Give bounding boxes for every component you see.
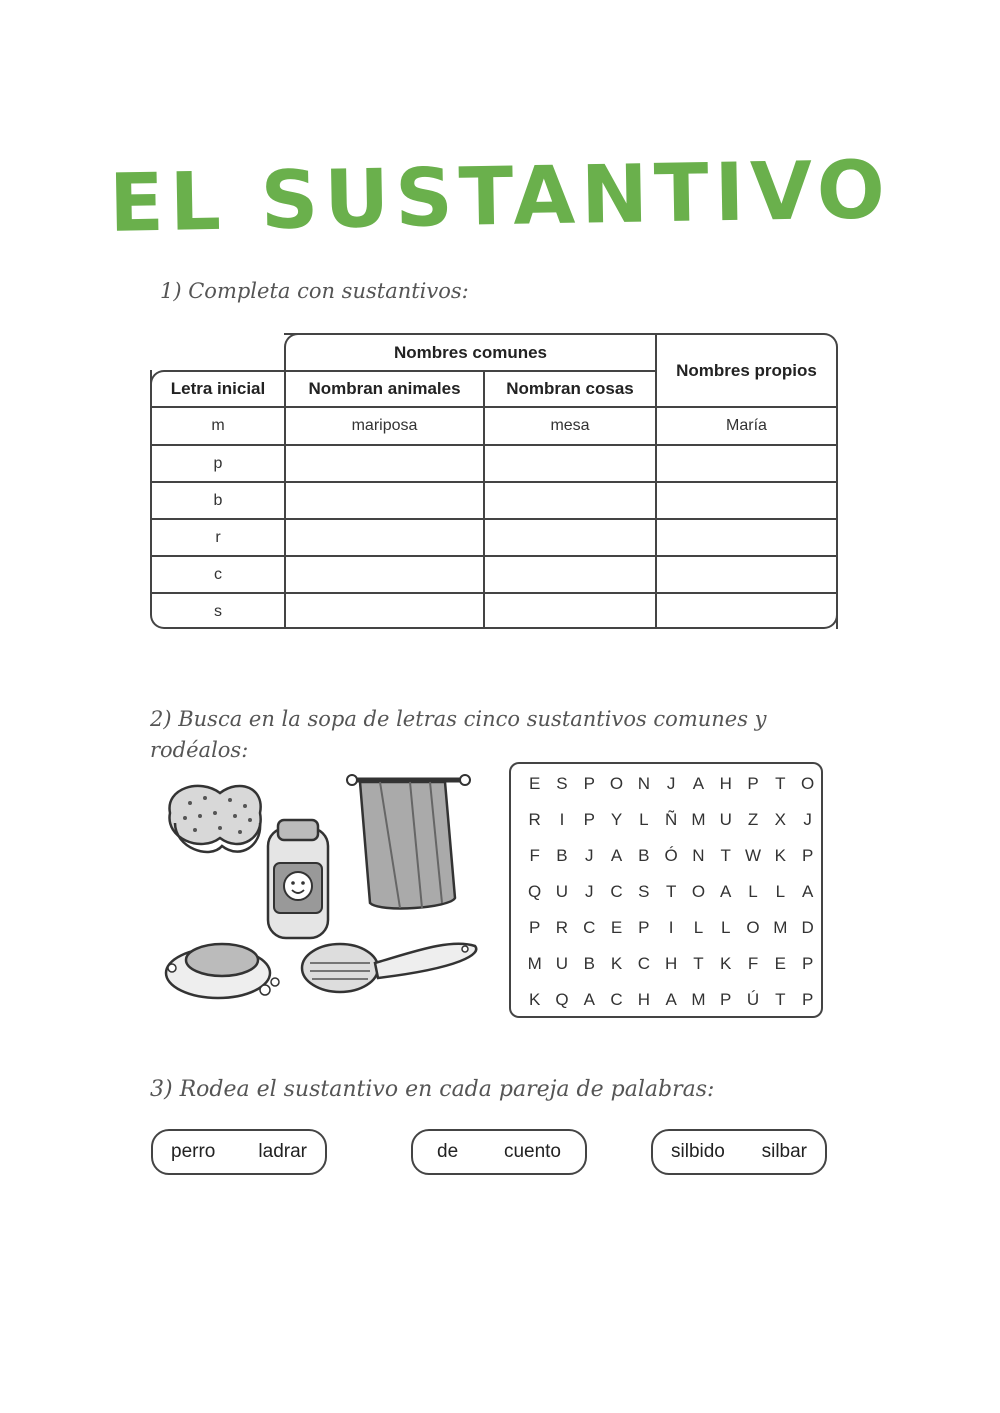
word-search-letter[interactable]: P: [583, 810, 595, 829]
table-answer-cell[interactable]: [286, 483, 483, 518]
word-search-letter[interactable]: E: [528, 774, 541, 793]
word-search-letter[interactable]: K: [610, 954, 623, 973]
shampoo-icon: [268, 820, 328, 938]
table-letter-cell: m: [211, 416, 225, 434]
word-search-letter[interactable]: J: [584, 882, 594, 901]
header-letra-inicial: Letra inicial: [170, 379, 266, 398]
word-search-letter[interactable]: P: [638, 918, 650, 937]
word-search-row: [521, 766, 821, 802]
table-answer-cell[interactable]: [485, 520, 655, 555]
word-search-letter[interactable]: C: [637, 954, 650, 973]
header-nombran-animales: Nombran animales: [308, 379, 461, 398]
word-search-letter[interactable]: C: [583, 918, 596, 937]
word-search-letter[interactable]: L: [775, 882, 786, 901]
word-pair-1[interactable]: [151, 1129, 327, 1175]
word-search-letter[interactable]: P: [747, 774, 759, 793]
word-search-letter[interactable]: R: [528, 810, 541, 829]
word-search-letter[interactable]: A: [665, 990, 677, 1009]
table-answer-cell[interactable]: mesa: [550, 416, 590, 434]
word-search-letter[interactable]: J: [584, 846, 594, 865]
word-search-letter[interactable]: P: [801, 846, 814, 865]
word-search-row: [521, 874, 821, 910]
word-search-letter[interactable]: H: [637, 990, 650, 1009]
header-nombres-comunes: Nombres comunes: [393, 342, 548, 362]
table-answer-cell[interactable]: [485, 557, 655, 592]
word-search-letter[interactable]: A: [583, 990, 595, 1009]
word-search-letter[interactable]: A: [610, 846, 623, 865]
table-answer-cell[interactable]: mariposa: [351, 416, 418, 434]
pair-word[interactable]: silbido: [671, 1141, 725, 1162]
instruction-2: 2) Busca en la sopa de letras cinco sustantivos comunes y rodéalos:: [150, 707, 767, 762]
word-search-letter[interactable]: N: [692, 846, 705, 865]
word-search-letter[interactable]: M: [527, 954, 542, 973]
word-search-letter[interactable]: P: [528, 918, 541, 937]
word-search-letter[interactable]: T: [775, 990, 786, 1009]
word-search-letter[interactable]: P: [720, 990, 732, 1009]
pair-word[interactable]: cuento: [503, 1141, 561, 1162]
word-search-letter[interactable]: P: [801, 954, 814, 973]
word-search-letter[interactable]: H: [664, 954, 678, 973]
word-pair-3[interactable]: [651, 1129, 827, 1175]
word-search-letter[interactable]: N: [637, 774, 650, 793]
word-search-letter[interactable]: O: [691, 882, 706, 901]
word-search-row: [521, 982, 821, 1018]
word-search-letter[interactable]: K: [528, 990, 541, 1009]
word-search-letter[interactable]: W: [745, 846, 762, 865]
pair-word[interactable]: de: [437, 1141, 459, 1162]
page-title: EL SUSTANTIVO: [108, 143, 892, 250]
word-search-letter[interactable]: U: [719, 810, 732, 829]
word-search-letter[interactable]: I: [668, 918, 674, 937]
word-search-letter[interactable]: B: [556, 846, 568, 865]
word-search-letter[interactable]: R: [555, 918, 569, 937]
word-search-letter[interactable]: Q: [528, 882, 542, 901]
word-search-letter[interactable]: O: [609, 774, 624, 793]
pair-word[interactable]: ladrar: [258, 1141, 307, 1162]
towel-icon: [347, 775, 470, 908]
table-answer-cell[interactable]: [657, 520, 836, 555]
table-letter-cell: c: [214, 565, 222, 583]
table-answer-cell[interactable]: [286, 557, 483, 592]
word-search-letter[interactable]: Ó: [664, 846, 678, 865]
word-search-letter[interactable]: T: [693, 954, 704, 973]
word-search-letter[interactable]: M: [773, 918, 788, 937]
word-search-letter[interactable]: A: [720, 882, 732, 901]
word-search-letter[interactable]: S: [556, 774, 568, 793]
table-answer-cell[interactable]: [485, 594, 655, 629]
word-search-letter[interactable]: J: [803, 810, 812, 829]
table-answer-cell[interactable]: [286, 446, 483, 481]
word-search-letter[interactable]: I: [559, 810, 565, 829]
word-search-letter[interactable]: O: [801, 774, 815, 793]
table-answer-cell[interactable]: [657, 483, 836, 518]
word-search-letter[interactable]: H: [719, 774, 732, 793]
word-search-grid: [509, 762, 823, 1018]
word-search-row: [521, 802, 821, 838]
table-answer-cell[interactable]: María: [726, 416, 767, 434]
word-search-letter[interactable]: Ñ: [664, 810, 678, 829]
word-search-row: [521, 838, 821, 874]
nouns-table: [150, 333, 838, 629]
word-search-letter[interactable]: P: [583, 774, 595, 793]
table-answer-cell[interactable]: [286, 594, 483, 629]
table-letter-cell: s: [214, 602, 222, 620]
word-search-letter[interactable]: M: [691, 810, 706, 829]
word-search-letter[interactable]: F: [747, 954, 759, 973]
word-search-letter[interactable]: L: [639, 810, 649, 829]
word-search-letter[interactable]: U: [555, 954, 569, 973]
word-search-letter[interactable]: Y: [610, 810, 623, 829]
word-search-letter[interactable]: P: [801, 990, 814, 1009]
word-search-letter[interactable]: D: [801, 918, 814, 937]
word-search-letter[interactable]: L: [720, 918, 731, 937]
word-search-letter[interactable]: J: [666, 774, 676, 793]
word-search-letter[interactable]: E: [610, 918, 623, 937]
table-letter-cell: b: [213, 491, 223, 509]
word-search-letter[interactable]: Q: [555, 990, 569, 1009]
word-search-letter[interactable]: L: [748, 882, 758, 901]
word-search-letter[interactable]: M: [691, 990, 706, 1009]
word-search-letter[interactable]: A: [692, 774, 705, 793]
word-search-letter[interactable]: A: [801, 882, 814, 901]
header-nombres-propios: Nombres propios: [676, 360, 817, 380]
word-search-letter[interactable]: K: [774, 846, 786, 865]
word-search-letter[interactable]: U: [555, 882, 569, 901]
word-search-letter[interactable]: Ú: [746, 990, 760, 1009]
table-answer-cell[interactable]: [485, 483, 655, 518]
table-letter-cell: p: [213, 454, 223, 472]
table-answer-cell[interactable]: [286, 520, 483, 555]
word-search-row: [521, 910, 821, 946]
table-answer-cell[interactable]: [657, 446, 836, 481]
table-answer-cell[interactable]: [657, 557, 836, 592]
word-search-letter[interactable]: F: [529, 846, 540, 865]
pair-word[interactable]: perro: [171, 1141, 216, 1162]
word-search-letter[interactable]: C: [610, 882, 623, 901]
pair-word[interactable]: silbar: [761, 1141, 807, 1162]
word-search-letter[interactable]: Z: [747, 810, 759, 829]
table-answer-cell[interactable]: [657, 594, 836, 629]
instruction-1: 1) Completa con sustantivos:: [160, 279, 469, 303]
word-search-letter[interactable]: C: [610, 990, 623, 1009]
table-letter-cell: r: [215, 528, 221, 546]
word-search-letter[interactable]: K: [720, 954, 732, 973]
word-search-letter[interactable]: T: [665, 882, 677, 901]
soap-icon: [166, 944, 279, 998]
word-search-row: [521, 946, 821, 982]
word-search-letter[interactable]: S: [638, 882, 650, 901]
instruction-3: 3) Rodea el sustantivo en cada pareja de palabras:: [150, 1077, 715, 1102]
word-search-letter[interactable]: L: [693, 918, 704, 937]
word-search-letter[interactable]: T: [720, 846, 731, 865]
header-nombran-cosas: Nombran cosas: [506, 379, 634, 398]
word-search-letter[interactable]: B: [638, 846, 650, 865]
word-search-letter[interactable]: B: [583, 954, 595, 973]
sponge-icon: [170, 786, 261, 852]
word-search-letter[interactable]: O: [746, 918, 760, 937]
word-search-letter[interactable]: T: [775, 774, 786, 793]
word-pair-2[interactable]: [411, 1129, 587, 1175]
brush-icon: [302, 944, 476, 992]
bath-items-picture: [160, 768, 490, 1018]
table-answer-cell[interactable]: [485, 446, 655, 481]
word-search-letter[interactable]: E: [774, 954, 786, 973]
word-search-letter[interactable]: X: [774, 810, 786, 829]
